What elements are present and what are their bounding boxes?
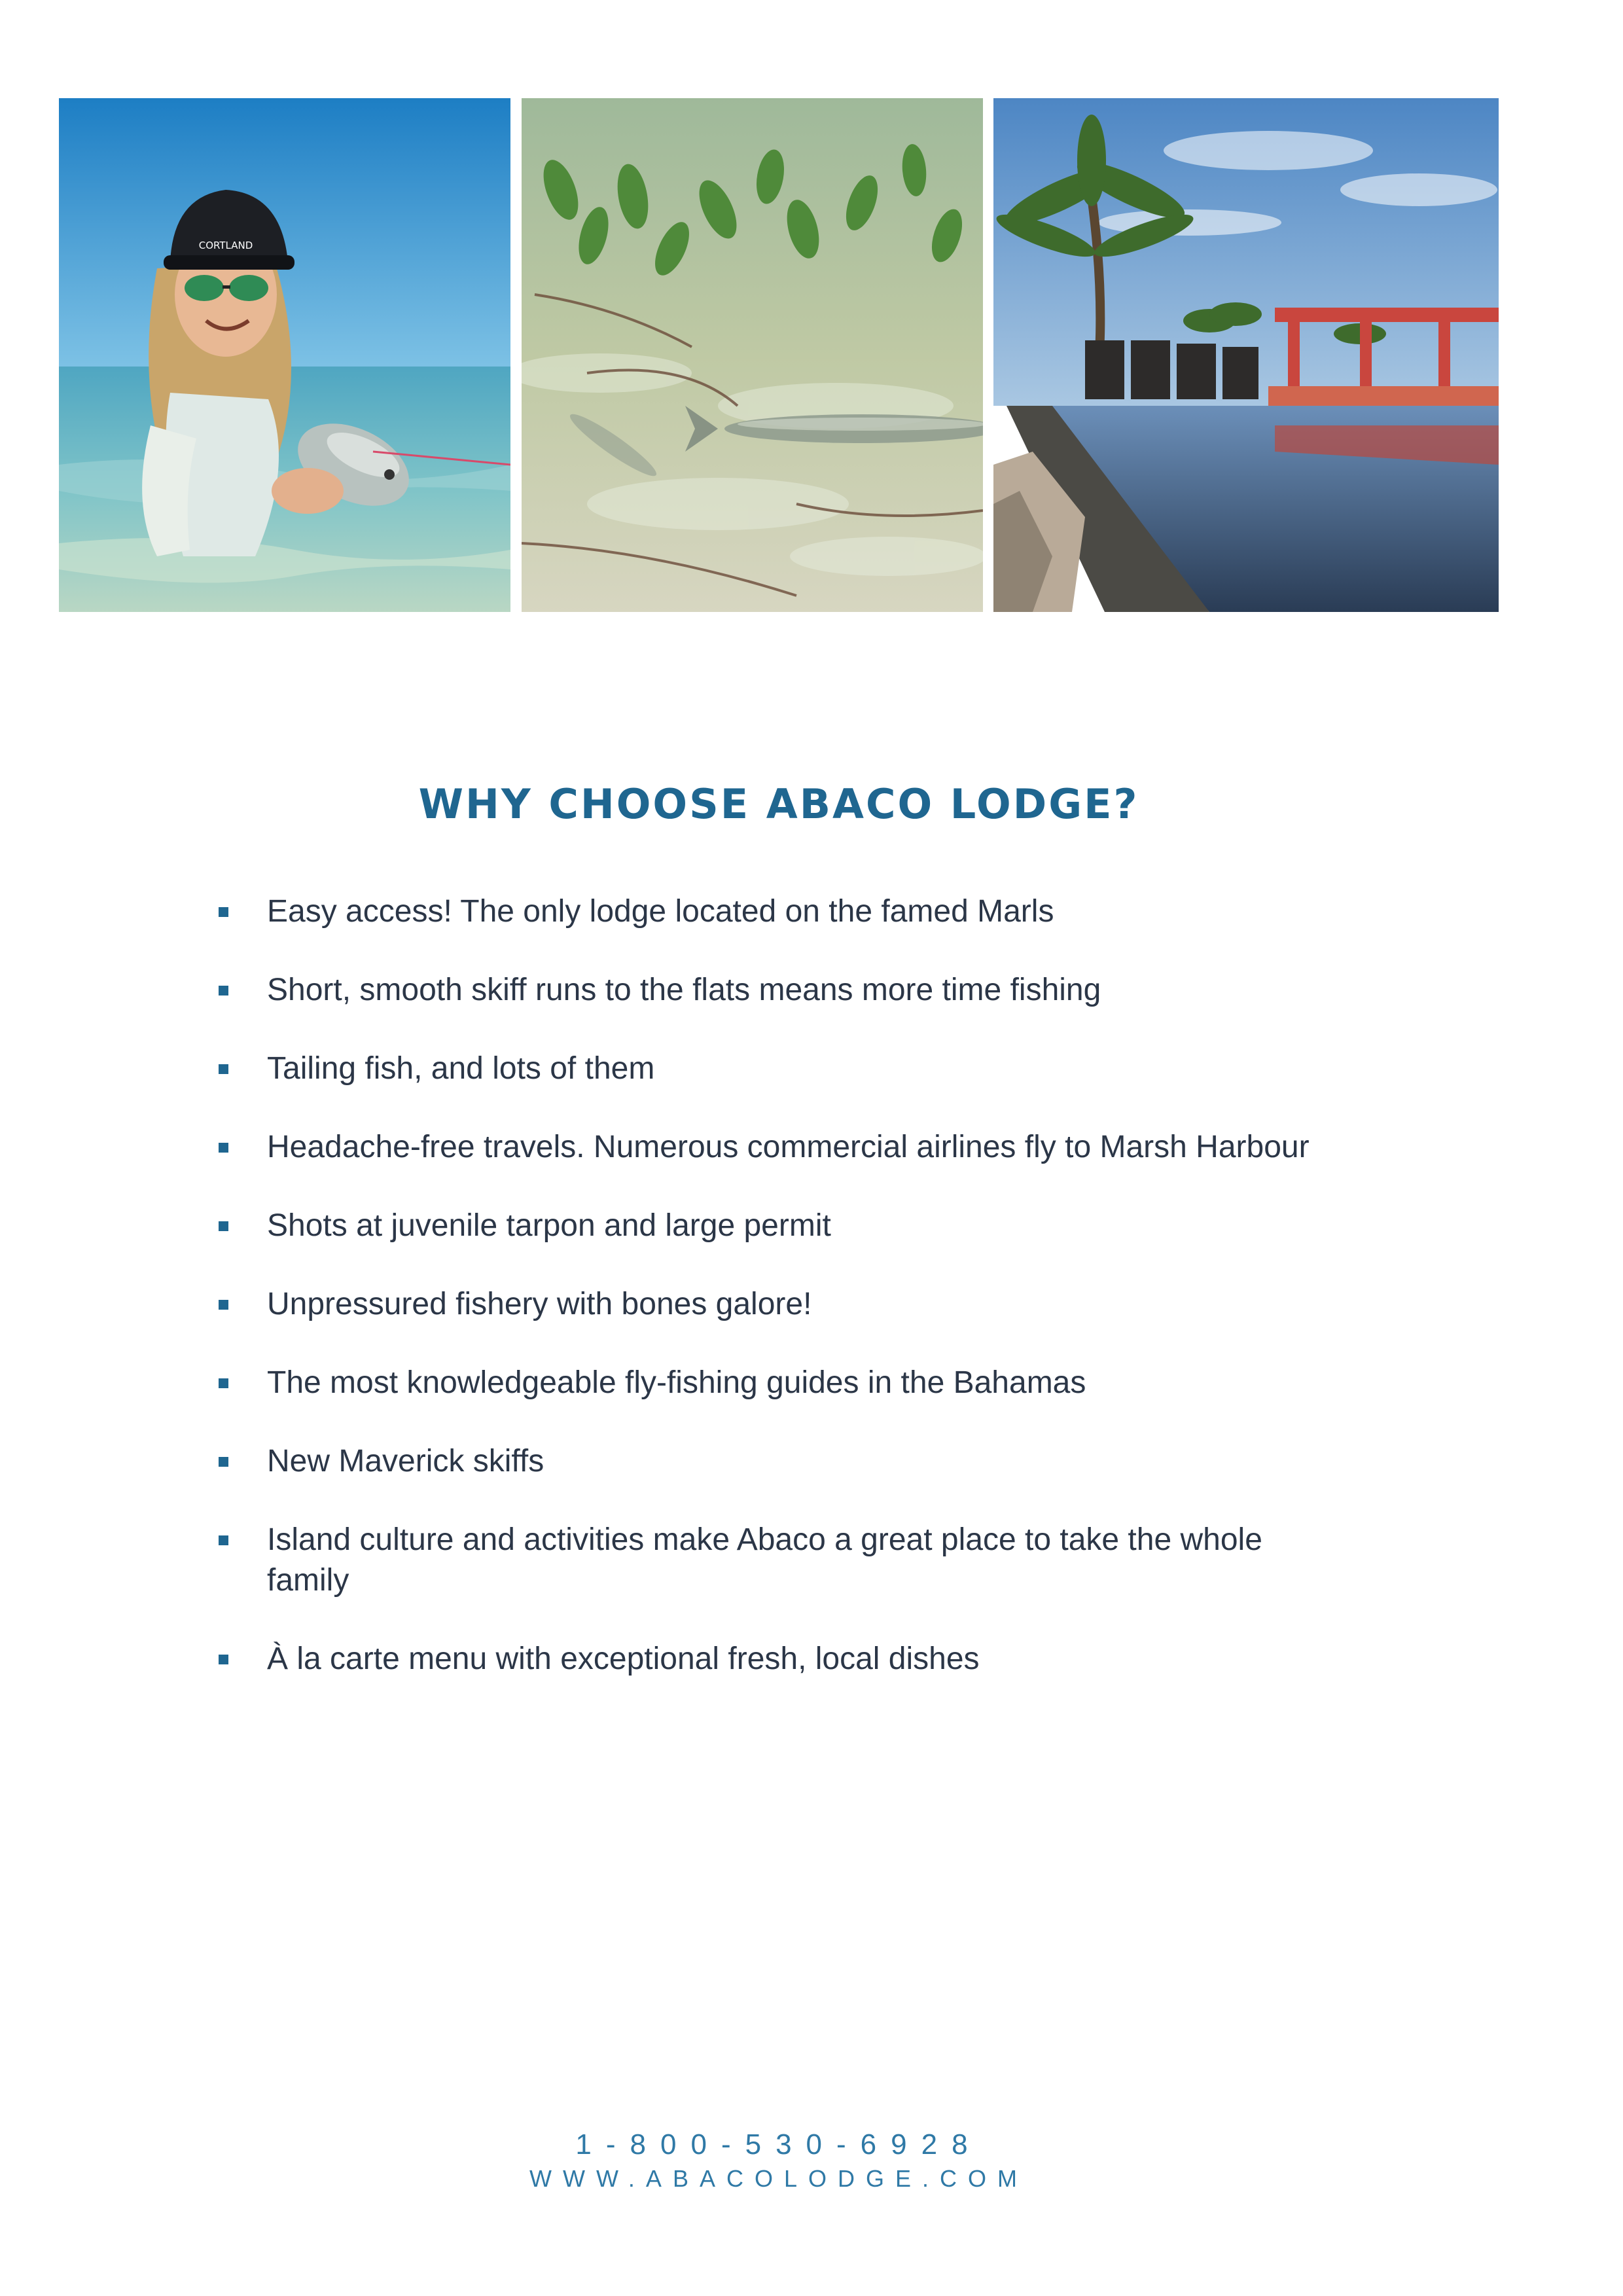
bullet-square-icon [219,1457,228,1467]
list-item-text: Short, smooth skiff runs to the flats means more time fishing [267,973,1101,1007]
bullet-square-icon [219,1221,228,1231]
bullet-square-icon [219,1535,228,1545]
list-item-text: The most knowledgeable fly-fishing guides in the Bahamas [267,1365,1086,1400]
photo-angler [59,98,510,612]
footer-phone[interactable]: 1-800-530-6928 [575,2128,982,2161]
bullet-square-icon [219,1378,228,1388]
list-item [216,970,1342,1011]
photo-bonefish [522,98,983,612]
list-item-text: Unpressured fishery with bones galore! [267,1287,812,1321]
svg-text:CORTLAND: CORTLAND [198,240,253,251]
list-item [216,891,1342,932]
bullet-square-icon [219,1143,228,1153]
list-item-text: Headache-free travels. Numerous commercial airlines fly to Marsh Harbour [267,1130,1310,1164]
list-item [216,1639,1342,1679]
list-item-text: New Maverick skiffs [267,1444,544,1479]
list-item-text: Easy access! The only lodge located on the famed Marls [267,894,1054,929]
list-item-text: Shots at juvenile tarpon and large permit [267,1208,831,1243]
list-item [216,1284,1342,1325]
bullet-square-icon [219,1300,228,1310]
bullet-square-icon [219,1655,228,1664]
list-item [216,1049,1342,1089]
reasons-list [216,891,1342,1717]
photo-lodge [993,98,1499,612]
list-item [216,1206,1342,1246]
bullet-square-icon [219,1064,228,1074]
page-title: WHY CHOOSE ABACO LODGE? [418,780,1139,828]
list-item [216,1441,1342,1482]
list-item [216,1363,1342,1403]
footer-website-link[interactable]: WWW.ABACOLODGE.COM [529,2165,1028,2192]
list-item-text: Tailing fish, and lots of them [267,1051,655,1086]
bullet-square-icon [219,986,228,996]
list-item-text: Island culture and activities make Abaco a great place to take the whole family [267,1522,1262,1598]
list-item-text: À la carte menu with exceptional fresh, local dishes [267,1641,980,1676]
list-item [216,1127,1342,1168]
list-item [216,1520,1342,1601]
bullet-square-icon [219,907,228,917]
